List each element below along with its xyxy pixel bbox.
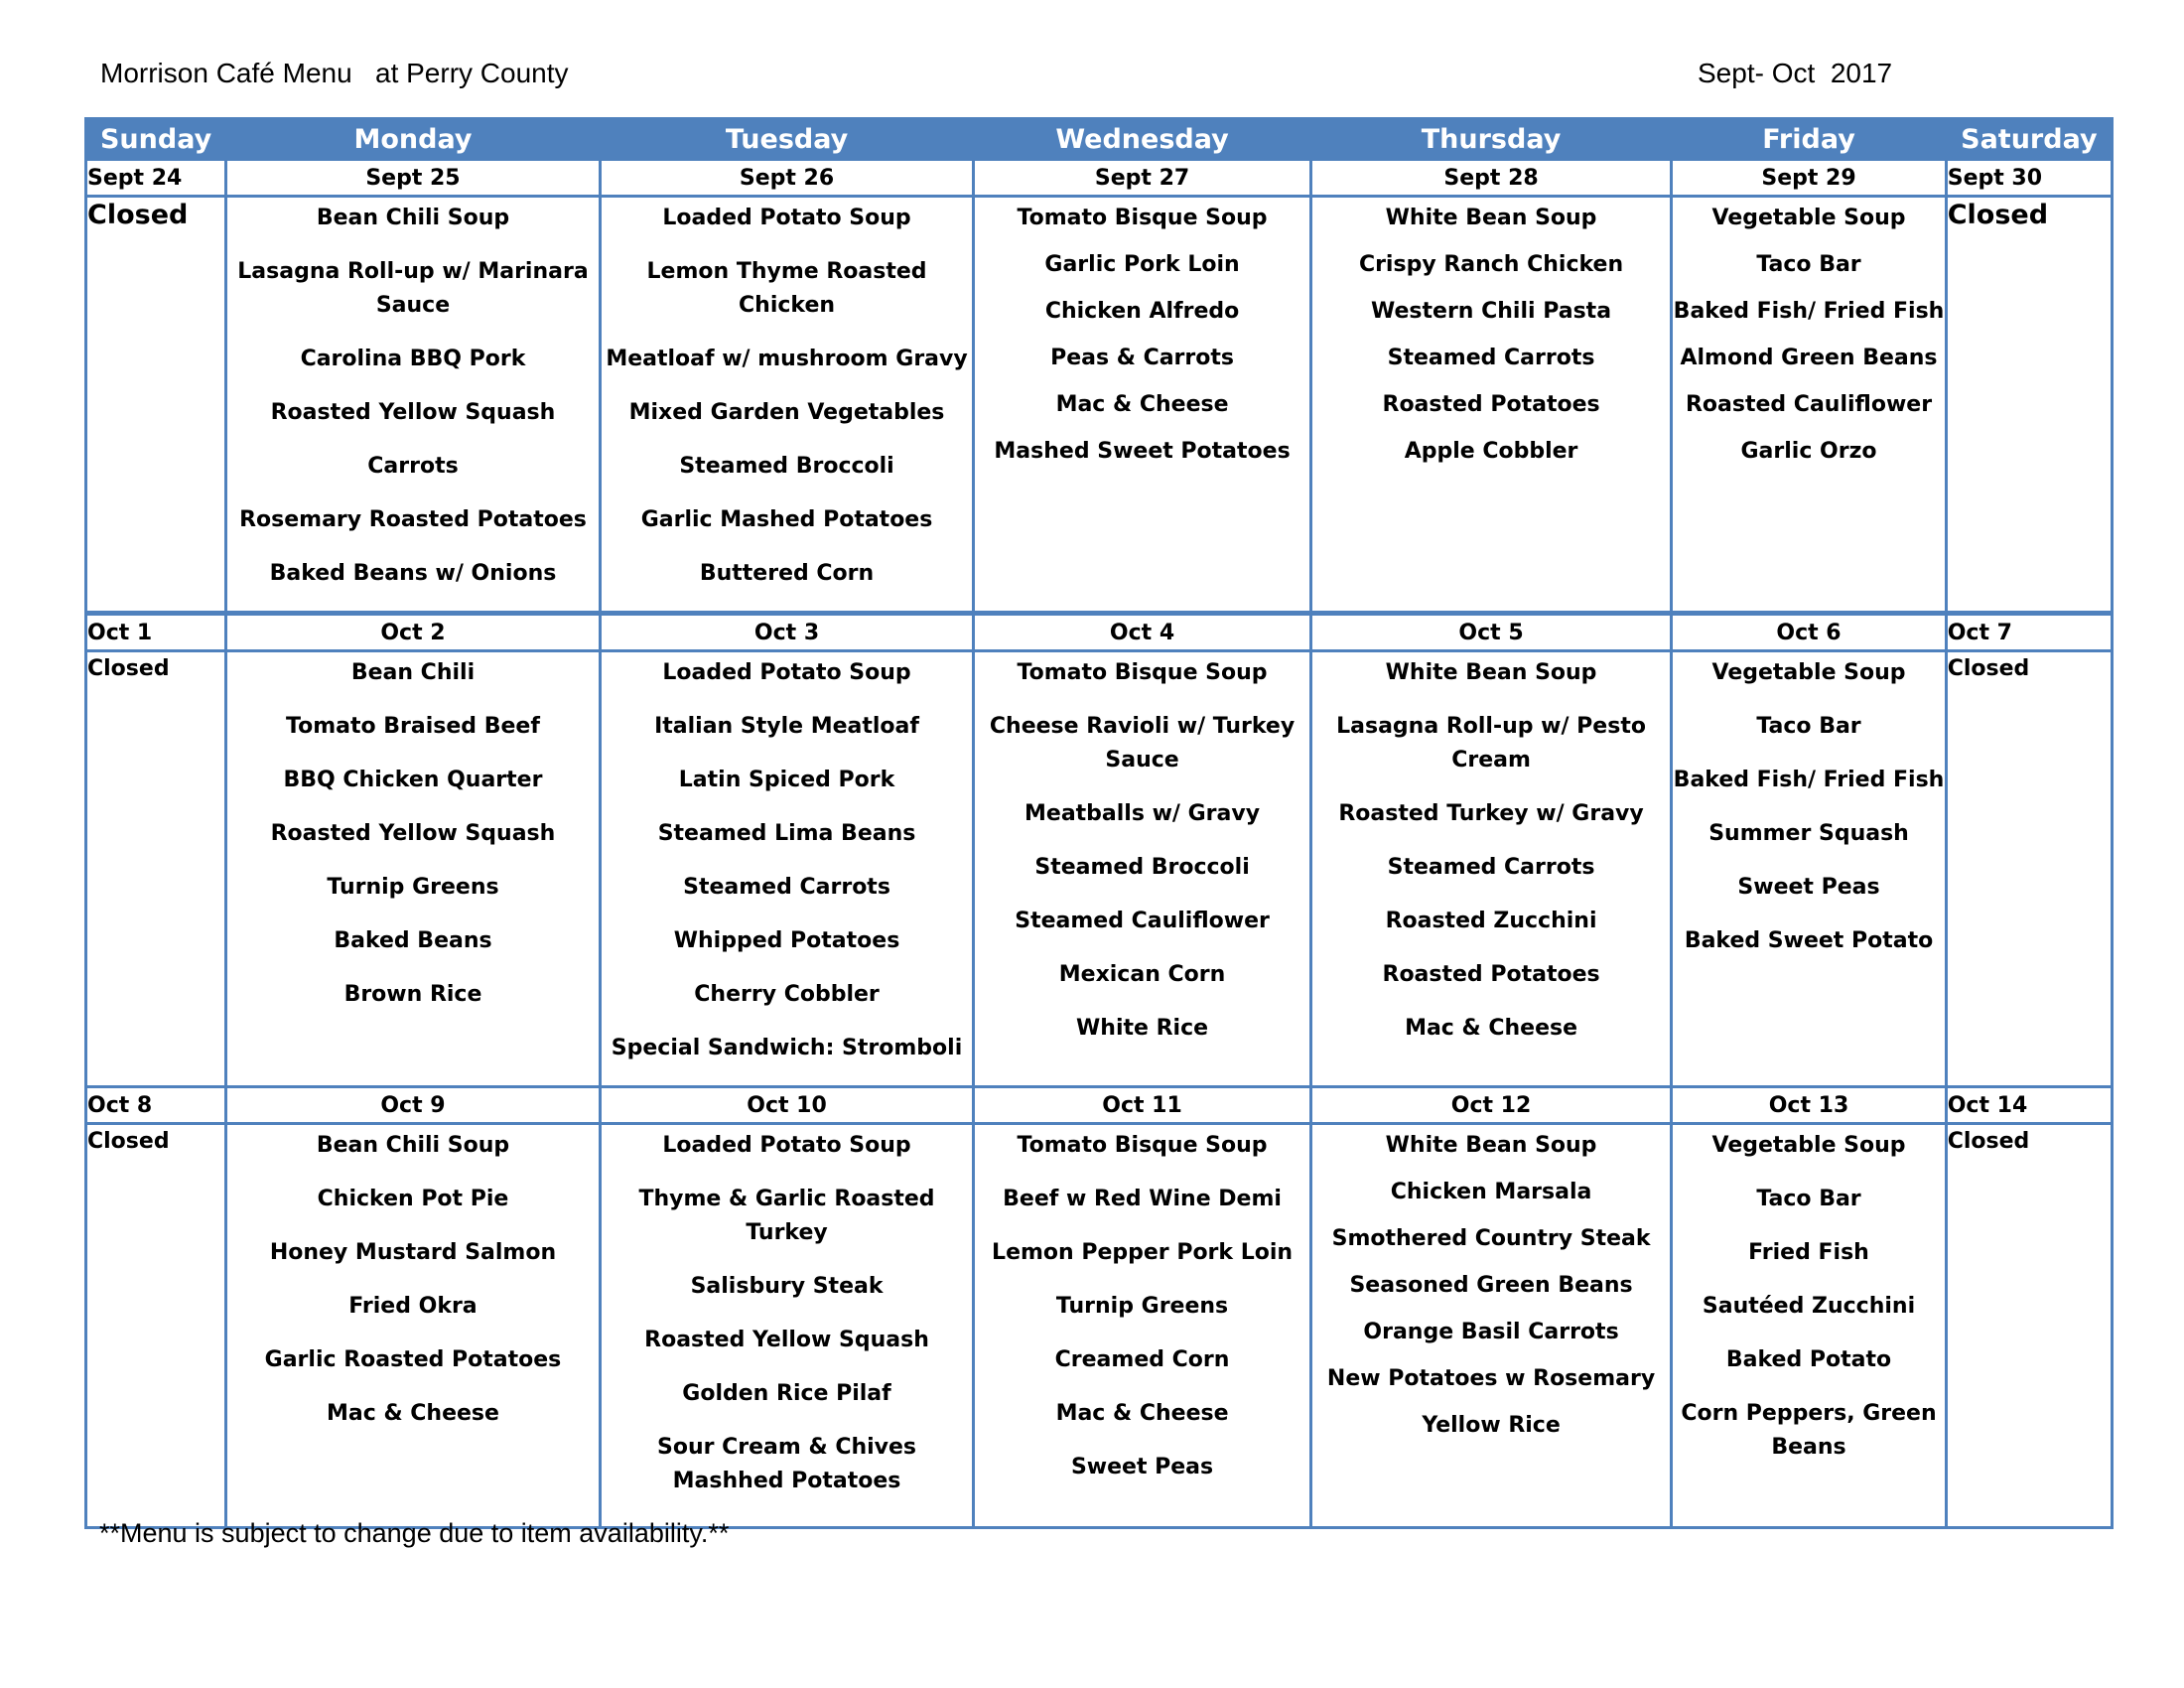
menu-list: [1312, 1125, 1671, 1443]
day-cell: [1310, 651, 1672, 1087]
menu-item: Tomato Braised Beef: [286, 714, 540, 739]
menu-item: Yellow Rice: [1422, 1413, 1561, 1438]
menu-item: Whipped Potatoes: [673, 928, 900, 953]
menu-item: White Bean Soup: [1385, 206, 1597, 230]
menu-item: Orange Basil Carrots: [1363, 1320, 1619, 1344]
menu-item: Steamed Carrots: [1387, 346, 1595, 370]
menu-item: Lasagna Roll-up w/ Marinara Sauce: [237, 259, 589, 318]
menu-item: Roasted Yellow Squash: [270, 821, 556, 846]
menu-item: Apple Cobbler: [1404, 439, 1578, 464]
closed-label: Closed: [87, 200, 189, 230]
menu-item: Sweet Peas: [1070, 1455, 1214, 1479]
menu-item: Fried Okra: [348, 1294, 478, 1319]
menu-list: [1673, 1125, 1944, 1465]
menu-item: Loaded Potato Soup: [662, 660, 911, 685]
day-cell: [974, 197, 1310, 614]
day-date: Sept 29: [1672, 160, 1946, 197]
menu-item: Western Chili Pasta: [1371, 299, 1612, 324]
menu-list: [227, 1125, 599, 1431]
closed-label: Closed: [87, 1129, 170, 1154]
day-date: Oct 12: [1310, 1087, 1672, 1124]
menu-item: Smothered Country Steak: [1331, 1226, 1651, 1251]
menu-item: Vegetable Soup: [1711, 206, 1906, 230]
menu-item: Taco Bar: [1756, 252, 1861, 277]
day-cell: [1672, 197, 1946, 614]
day-date: Oct 6: [1672, 614, 1946, 651]
menu-list: [1312, 198, 1671, 469]
day-date: Oct 14: [1946, 1087, 2112, 1124]
menu-calendar: [84, 117, 2114, 1529]
day-date: Sept 28: [1310, 160, 1672, 197]
menu-item: Roasted Zucchini: [1385, 909, 1597, 933]
weekday-header-row: [86, 119, 2113, 160]
menu-item: Mac & Cheese: [1405, 1016, 1578, 1041]
menu-item: Roasted Potatoes: [1382, 962, 1600, 987]
menu-item: Bean Chili: [350, 660, 476, 685]
menu-item: Buttered Corn: [699, 561, 875, 586]
menu-item: Sautéed Zucchini: [1702, 1294, 1916, 1319]
day-date: Oct 7: [1946, 614, 2112, 651]
day-date: Oct 4: [974, 614, 1310, 651]
menu-item: Roasted Yellow Squash: [270, 400, 556, 425]
closed-label: Closed: [87, 656, 170, 681]
menu-item: Mixed Garden Vegetables: [628, 400, 945, 425]
menu-item: Garlic Roasted Potatoes: [264, 1347, 562, 1372]
menu-item: Baked Beans w/ Onions: [269, 561, 557, 586]
menu-item: Carrots: [367, 454, 459, 479]
menu-list: [602, 198, 973, 591]
day-cell: [974, 1124, 1310, 1528]
menu-list: [975, 1125, 1308, 1484]
weekday-header: Wednesday: [974, 119, 1310, 160]
menu-item: Mashed Sweet Potatoes: [994, 439, 1291, 464]
menu-item: Seasoned Green Beans: [1349, 1273, 1633, 1298]
date-row: [86, 614, 2113, 651]
day-cell: [1672, 651, 1946, 1087]
menu-row: [86, 1124, 2113, 1528]
menu-item: Mac & Cheese: [1055, 1401, 1229, 1426]
menu-item: Tomato Bisque Soup: [1017, 206, 1268, 230]
menu-row: [86, 651, 2113, 1087]
date-row: [86, 160, 2113, 197]
menu-item: Bean Chili Soup: [316, 206, 510, 230]
day-cell: [600, 1124, 974, 1528]
day-date: Sept 26: [600, 160, 974, 197]
menu-item: Tomato Bisque Soup: [1017, 1133, 1268, 1158]
menu-item: Summer Squash: [1708, 821, 1909, 846]
date-row: [86, 1087, 2113, 1124]
menu-item: Roasted Turkey w/ Gravy: [1338, 801, 1644, 826]
day-date: Oct 11: [974, 1087, 1310, 1124]
menu-item: Garlic Pork Loin: [1044, 252, 1240, 277]
day-date: Sept 25: [226, 160, 601, 197]
menu-list: [227, 198, 599, 591]
menu-item: Steamed Carrots: [683, 875, 890, 900]
menu-item: Loaded Potato Soup: [662, 1133, 911, 1158]
weekday-header: Monday: [226, 119, 601, 160]
day-cell: [86, 197, 226, 614]
day-cell: [86, 1124, 226, 1528]
menu-item: Roasted Potatoes: [1382, 392, 1600, 417]
closed-label: Closed: [1947, 1129, 2030, 1154]
menu-item: Cheese Ravioli w/ Turkey Sauce: [989, 714, 1296, 773]
menu-list: [1673, 198, 1944, 469]
day-cell: [1946, 651, 2112, 1087]
day-cell: [600, 651, 974, 1087]
menu-item: Honey Mustard Salmon: [269, 1240, 557, 1265]
menu-item: Meatballs w/ Gravy: [1024, 801, 1261, 826]
menu-item: Creamed Corn: [1054, 1347, 1230, 1372]
menu-item: Thyme & Garlic Roasted Turkey: [638, 1187, 935, 1245]
menu-list: [602, 1125, 973, 1498]
menu-item: Steamed Lima Beans: [657, 821, 916, 846]
day-date: Oct 2: [226, 614, 601, 651]
menu-item: Carolina BBQ Pork: [300, 347, 526, 371]
day-cell: [1310, 1124, 1672, 1528]
menu-item: Almond Green Beans: [1680, 346, 1938, 370]
menu-item: Taco Bar: [1756, 714, 1861, 739]
day-date: Sept 30: [1946, 160, 2112, 197]
menu-item: White Rice: [1076, 1016, 1209, 1041]
menu-item: Chicken Pot Pie: [317, 1187, 509, 1211]
day-cell: [226, 197, 601, 614]
day-date: Sept 24: [86, 160, 226, 197]
menu-item: Crispy Ranch Chicken: [1358, 252, 1624, 277]
menu-item: Chicken Alfredo: [1044, 299, 1240, 324]
menu-item: Special Sandwich: Stromboli: [611, 1036, 963, 1060]
menu-item: Steamed Broccoli: [1034, 855, 1250, 880]
day-date: Oct 5: [1310, 614, 1672, 651]
menu-item: Golden Rice Pilaf: [682, 1381, 891, 1406]
menu-item: Lasagna Roll-up w/ Pesto Cream: [1336, 714, 1646, 773]
menu-item: Steamed Cauliflower: [1015, 909, 1270, 933]
menu-item: Turnip Greens: [1055, 1294, 1229, 1319]
day-cell: [1672, 1124, 1946, 1528]
weekday-header: Thursday: [1310, 119, 1672, 160]
day-cell: [226, 1124, 601, 1528]
menu-item: Peas & Carrots: [1050, 346, 1234, 370]
menu-item: Vegetable Soup: [1711, 1133, 1906, 1158]
weekday-header: Sunday: [86, 119, 226, 160]
day-cell: [974, 651, 1310, 1087]
menu-item: Taco Bar: [1756, 1187, 1861, 1211]
menu-item: Garlic Orzo: [1740, 439, 1877, 464]
menu-item: Baked Beans: [334, 928, 492, 953]
menu-item: Sweet Peas: [1737, 875, 1880, 900]
weekday-header: Friday: [1672, 119, 1946, 160]
day-date: Oct 9: [226, 1087, 601, 1124]
menu-item: Baked Sweet Potato: [1684, 928, 1934, 953]
menu-item: Baked Potato: [1725, 1347, 1892, 1372]
day-cell: [226, 651, 601, 1087]
day-date: Oct 1: [86, 614, 226, 651]
menu-item: Vegetable Soup: [1711, 660, 1906, 685]
menu-item: Steamed Broccoli: [679, 454, 894, 479]
menu-item: Fried Fish: [1748, 1240, 1869, 1265]
day-cell: [600, 197, 974, 614]
menu-item: Latin Spiced Pork: [678, 768, 895, 792]
menu-list: [975, 652, 1308, 1046]
weekday-header: Tuesday: [600, 119, 974, 160]
day-cell: [1946, 1124, 2112, 1528]
menu-item: Turnip Greens: [327, 875, 499, 900]
menu-item: Cherry Cobbler: [694, 982, 880, 1007]
menu-item: Lemon Pepper Pork Loin: [992, 1240, 1294, 1265]
menu-list: [602, 652, 973, 1065]
menu-item: White Bean Soup: [1385, 660, 1597, 685]
day-date: Oct 3: [600, 614, 974, 651]
menu-item: Baked Fish/ Fried Fish: [1673, 299, 1945, 324]
menu-item: Roasted Yellow Squash: [644, 1328, 929, 1352]
menu-list: [1673, 652, 1944, 958]
menu-item: Bean Chili Soup: [316, 1133, 510, 1158]
menu-item: Tomato Bisque Soup: [1017, 660, 1268, 685]
menu-item: Sour Cream & Chives Mashhed Potatoes: [657, 1435, 917, 1493]
day-cell: [86, 651, 226, 1087]
menu-item: Mac & Cheese: [327, 1401, 499, 1426]
day-date: Oct 13: [1672, 1087, 1946, 1124]
menu-item: Steamed Carrots: [1387, 855, 1595, 880]
day-date: Oct 8: [86, 1087, 226, 1124]
menu-item: Loaded Potato Soup: [662, 206, 911, 230]
day-cell: [1946, 197, 2112, 614]
menu-item: Corn Peppers, Green Beans: [1681, 1401, 1937, 1460]
menu-item: Brown Rice: [343, 982, 482, 1007]
menu-row: [86, 197, 2113, 614]
menu-item: White Bean Soup: [1385, 1133, 1597, 1158]
menu-item: Rosemary Roasted Potatoes: [239, 507, 587, 532]
menu-item: Mexican Corn: [1058, 962, 1226, 987]
menu-item: Lemon Thyme Roasted Chicken: [646, 259, 927, 318]
menu-item: Chicken Marsala: [1390, 1180, 1592, 1204]
day-date: Sept 27: [974, 160, 1310, 197]
weekday-header: Saturday: [1946, 119, 2112, 160]
day-cell: [1310, 197, 1672, 614]
menu-item: Beef w Red Wine Demi: [1003, 1187, 1282, 1211]
menu-item: BBQ Chicken Quarter: [283, 768, 543, 792]
menu-item: Salisbury Steak: [690, 1274, 884, 1299]
menu-item: Garlic Mashed Potatoes: [640, 507, 933, 532]
closed-label: Closed: [1947, 200, 2049, 230]
menu-list: [227, 652, 599, 1012]
page-title: Morrison Café Menu at Perry County: [100, 58, 569, 88]
menu-item: Baked Fish/ Fried Fish: [1673, 768, 1945, 792]
menu-item: New Potatoes w Rosemary: [1326, 1366, 1656, 1391]
menu-item: Italian Style Meatloaf: [654, 714, 919, 739]
day-date: Oct 10: [600, 1087, 974, 1124]
closed-label: Closed: [1947, 656, 2030, 681]
menu-item: Mac & Cheese: [1055, 392, 1229, 417]
menu-list: [1312, 652, 1671, 1046]
menu-list: [975, 198, 1308, 469]
availability-note: **Menu is subject to change due to item availability.**: [99, 1518, 730, 1548]
menu-item: Roasted Cauliflower: [1685, 392, 1933, 417]
menu-item: Meatloaf w/ mushroom Gravy: [606, 347, 968, 371]
date-range: Sept- Oct 2017: [1698, 58, 1893, 88]
